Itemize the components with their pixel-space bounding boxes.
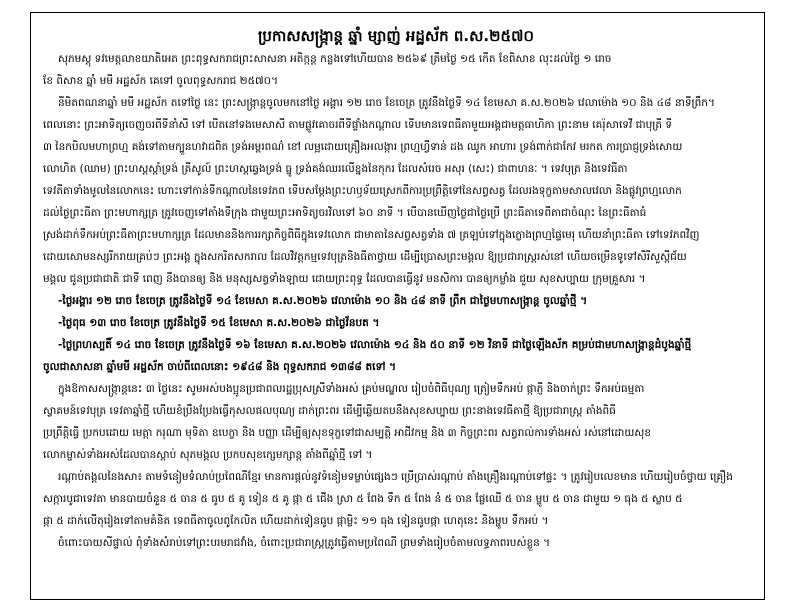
text-line: ស្រង់ដាក់ទឹកអប់ព្រះធីតាព្រះមហាក្សត្រ ដែលមាននិងការរក្សាកិច្ចពិធីក្នុងទេវលោក ជាមាតានៃសព្វសត្វទាំង ៧ ត្រឡប់ទៅក្នុងក្លោងព្រហ្មផ្ទៃមេរុ ហើយនាំព្រះធីតា ទៅទេវភពវិញ [43,229,700,241]
announcement-title: ប្រកាសសង្រ្កាន្ត ឆ្នាំ ម្សាញ់ អដ្ឋស័ក ព.ស.២៥៧០ [257,27,535,45]
text-line: ខែ ពិសាខ ឆ្នាំ មមី អដ្ឋស័ក គេទៅ ចូលពុទ្ធសករាជ ២៥៧០។ [43,75,279,87]
text-line: ទេវតីតាទាំងមូលនៃលោកនេះ ហោះទៅកាន់ទីកណ្តាលនៃទេវភព ទើបសម្តែងព្រះហឫទ័យស្រេកពីការប្រព្រឹត្តិទៅនៃសព្វសត្វ ដែលរងទុក្ខតាមសាលវេលា និងផ្លូវព្រហ្មលោក [43,185,682,197]
text-line: ពេលនោះ ព្រះអាទិត្យចេញចរពីទីនាំសី ទៅ បើតនៅទងមេសាសី តាមផ្លូវគោចរពីទីផ្ទាំងកណ្តាល ទើបមានទេពធីតាមួយអង្គជាមត្តធាហិកា ព្រះនាម គេរ៉ុសាទេវី ជាបុត្រី ទី [43,119,673,131]
text-line: មង្គល ជូនប្រជាជាតិ ជាទី ពេញ នឹងបានឲ្យ និង មនុស្សសត្វទាំងឡាយ ដោយព្រះពុទ្ធ ដែលបានធ្វើនូវ មនសិការ បានឲ្យកម្លាំង ជួយ សុខសប្បាយ ក្រុមគ្រួសារ ។ [43,273,646,285]
text-line: ស្វាគមន៍ទេវបុត្រ ទេវតាឆ្នាំថ្មី ហើយខំប្រឹងប្រែងធ្វើកុសលផលបុណ្យ ដាក់ព្រះពរ ដើម្បីឆ្លើយតបនឹងសុខសប្បាយ ព្រះនាងទេវធីតាថ្មី ឱ្យប្រជារាស្ត្រ តាំងពិធី [43,405,616,417]
schedule-list [43,290,748,378]
guidance-paragraph [43,378,748,466]
text-line: លោហិត (ឈាម) ព្រះហស្តស្តាំទ្រង់ ត្រីសូល៍ ព្រះហស្តឆ្វេងទ្រង់ ធ្នូ ទ្រង់គង់ឈរលើខ្នងនៃកុករ ដែលសំរេច អសុរ (សេះ) ជាពាហនៈ ។ ទេវបុត្រ និងទេវធីតា [43,163,628,175]
schedule-item: -ថ្ងៃព្រហស្បតិ៍ ១៤ រោច ខែចេត្រ ត្រូវនឹងថ្ងៃទី ១៦ ខែមេសា គ.ស.២០២៦ វេលាម៉ោង ១៤ និង ៥០ នាទី ១២ វិនាទី ជាថ្ងៃឡើងស័ក គម្រប់ជាមហាសង្ក្រាន្តដំបូងឆ្នាំថ្មី [58,339,692,351]
schedule-item: ចូលជាសាសនា ឆ្នាំមមី អដ្ឋស័ក ចាប់ពីពេលនោះ ១៩៤៨ និង ពុទ្ធសករាជ ១៣៨៨ តទៅ ។ [43,361,397,373]
offerings-paragraph [43,466,748,554]
text-line: ផ្កា ៥ ដាក់លើតុរៀងទៅតាមគំនិត ទេពធីតាចូលពូកែលិត ហើយដាក់ទៀនធូប ផ្កាម្លិះ ១១ ធុង ទៀនធូបផ្កា ហេតុនេះ និងម្ហូប ទឹកអប់ ។ [43,515,549,527]
document-body [43,48,748,554]
text-line: ចំពោះបាយសីផ្ទាល់ ពុំទាំងសំរាប់ទៅព្រះបរមរាជវាំង, ចំពោះប្រជារាស្ត្រត្រូវធ្វើតាមប្រពៃណី ព្រមទាំងរៀបចំតាមលទ្ធភាពរបស់ខ្លួន ។ [58,537,551,549]
text-line: លោកម្ចាស់ទាំងអស់ដែលបានស្តាប់ សុភមង្គល ប្រកបសុខក្សេមក្សាន្ត តាំងពីឆ្នាំថ្មី ទៅ ។ [43,449,373,461]
text-line: សក្ការបូជាទេវតា មានបាយចំនួន ៥ ចាន ៥ ធូប ៥ គូ ទៀន ៥ គូ ផ្កា ៥ ជើង ស្រា ៥ ពែង ទឹក ៥ ពែង នំ ៥ ចាន ផ្លែឈើ ៥ ចាន ម្ហូប ៥ ចាន ជាមួយ ១ ធុង ៥ ស្លាប ៥ [43,493,683,505]
schedule-item: -ថ្ងៃពុធ ១៣ រោច ខែចេត្រ ត្រូវនឹងថ្ងៃទី ១៥ ខែមេសា គ.ស.២០២៦ ជាថ្ងៃវ័នបត ។ [58,317,380,329]
text-line: ៣ នៃកបិលមហាព្រហ្ម គង់ទៅតាមក្បួនហវាជពិត ទ្រង់អម្ពរពណ៌ ខៅ លម្អដោយគ្រឿងអលង្ការ ព្រហ្មហ្វីទាន់ ដង ឈូក អាហារ ទ្រង់ពាក់ជាកែវ មរកត ការប្រាជ្ញទ្រង់សោយ [43,141,683,153]
text-line: នីមិតពណនាឆ្នាំ មមី អដ្ឋស័ក តទៅថ្ងៃ នេះ ព្រះសង្ក្រាន្តចូលមកនៅថ្ងៃ អង្គារ ១២ រោច ខែចេត្រ ត្រូវនឹងថ្ងៃទី ១៤ ខែមេសា គ.ស.២០២៦ វេលាម៉ោង ១០ និង ៤៨ នាទីព្រឹក។ [58,97,715,109]
text-line: ប្រព្រឹត្តិធ្វើ ប្រកបដោយ មេត្តា ករុណា មុទិតា ឧបេក្ខា និង បញ្ញា ដើម្បីឲ្យសុខទុក្ខទៅជាសម្បត្តិ អាជីវកម្ម និង ៣ កិច្ចព្រះពរ សត្វរាល់ការទាំងអស់ រស់នៅដោយសុខ [43,427,652,439]
text-line: ដោយសោមនស្សរីករាយគ្រប់ៗ ព្រះអង្គ ក្នុងសករិតសករាល ដែលវិវត្តកម្មទេវបុត្រនិងធីតាថ្វាយ ដើម្បីប្រោសព្រះមង្គល ឱ្យប្រជារាស្ត្ររស់នៅ ហើយចម្រើនទូទៅសិរីសួស្តីជ័យ [43,251,687,263]
text-line: ដល់ថ្ងៃព្រះធីតា ព្រះមហាក្សត្រ ត្រូវចេញទៅតាំងទីក្រុង ជាមួយព្រះអាទិត្យចរវិលទៅ ៦០ នាទី ។ បើបានឃើញថ្ងៃជាថ្ងៃប្រើ ព្រះធីតាទេពីតាជាចំណុះ នៃព្រះធីតាធំ [43,207,647,219]
text-line: រណ្តាប់តង្គលនៃងសា៖ ​តាមទំនៀមទំលាប់ប្រពៃណីខ្មែរ មានការផ្តល់នូវទំនៀមទម្លាប់ផ្សេងៗ ប្រើប្រាស់រណ្តាប់ តាំងគ្រឿងរណ្តាប់ទៅផ្ទះ ។ ត្រូវរៀបលេខមាន ហើយរៀបចំថ្វាយ គ្រឿង [58,471,733,483]
text-line: សុភមស្តុ ទវមេត្តលាខយាតិអេត ព្រះពុទ្ធសករាជព្រះសាសនា អតិក្កន្ត កន្លងទៅហើយបាន ២៥៦៩ ត្រឹមថ្ងៃ ១៥ កើត ខែពិសាខ លុះដល់ថ្ងៃ ១ រោច [58,53,612,65]
intro-paragraph [43,48,748,290]
schedule-item: -ថ្ងៃអង្គារ ១២ រោច ខែចេត្រ ត្រូវនឹងថ្ងៃទី ១៤ ខែមេសា គ.ស.២០២៦ វេលាម៉ោង ១០ និង ៤៨ នាទី ព្រឹក ជាថ្ងៃមហាសង្ក្រាន្ត ចូលឆ្នាំថ្មី ។ [58,295,588,307]
text-line: ក្នុងឱកាសសង្ក្រាន្តនេះ ៣ ថ្ងៃនេះ សូមអស់បងប្អូនប្រជាពលរដ្ឋប្រុសស្រីទាំងអស់ គ្រប់មណ្ឌល រៀបចំពិធីបុណ្យ ត្រៀមទឹកអប់ ផ្កាភ្ញី និងចាក់ព្រះ ទឹកអប់ធម្មតា [58,383,645,395]
